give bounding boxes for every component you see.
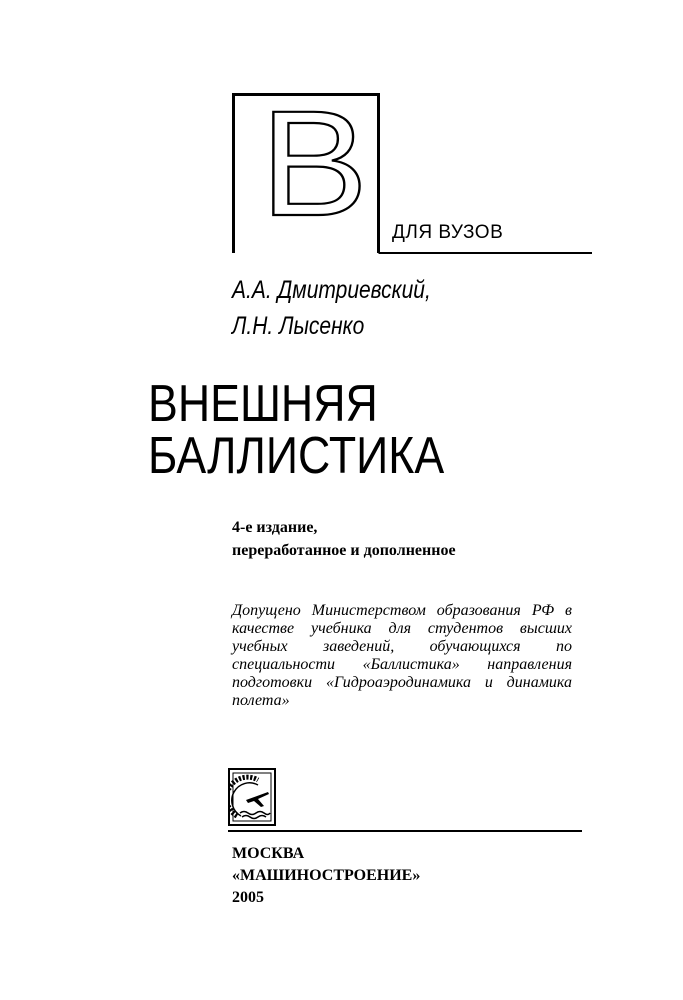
series-label: ДЛЯ ВУЗОВ	[392, 222, 504, 243]
imprint-city: МОСКВА	[232, 845, 305, 862]
imprint-divider	[228, 830, 582, 832]
series-letter: В	[260, 93, 369, 248]
author-1: А.А. Дмитриевский,	[232, 276, 431, 304]
title-line-1: ВНЕШНЯЯ	[148, 375, 378, 433]
author-2: Л.Н. Лысенко	[232, 312, 365, 340]
edition-info	[232, 516, 456, 562]
approval-note: Допущено Министерством образования РФ в качестве учебника для студентов высших учебных заведений, обучающихся по специальности «Баллистика» направления подготовки «Гидроаэродинамика и динамика полета»	[232, 602, 572, 709]
imprint-publisher: «МАШИНОСТРОЕНИЕ»	[232, 867, 421, 884]
edition-line-2: переработанное и дополненное	[232, 542, 456, 559]
imprint-year: 2005	[232, 889, 264, 906]
book-title	[148, 375, 445, 485]
edition-line-1: 4-е издание,	[232, 519, 318, 536]
imprint	[232, 843, 420, 909]
publisher-logo-icon	[228, 768, 276, 826]
title-line-2: БАЛЛИСТИКА	[148, 427, 445, 485]
authors	[232, 272, 431, 344]
